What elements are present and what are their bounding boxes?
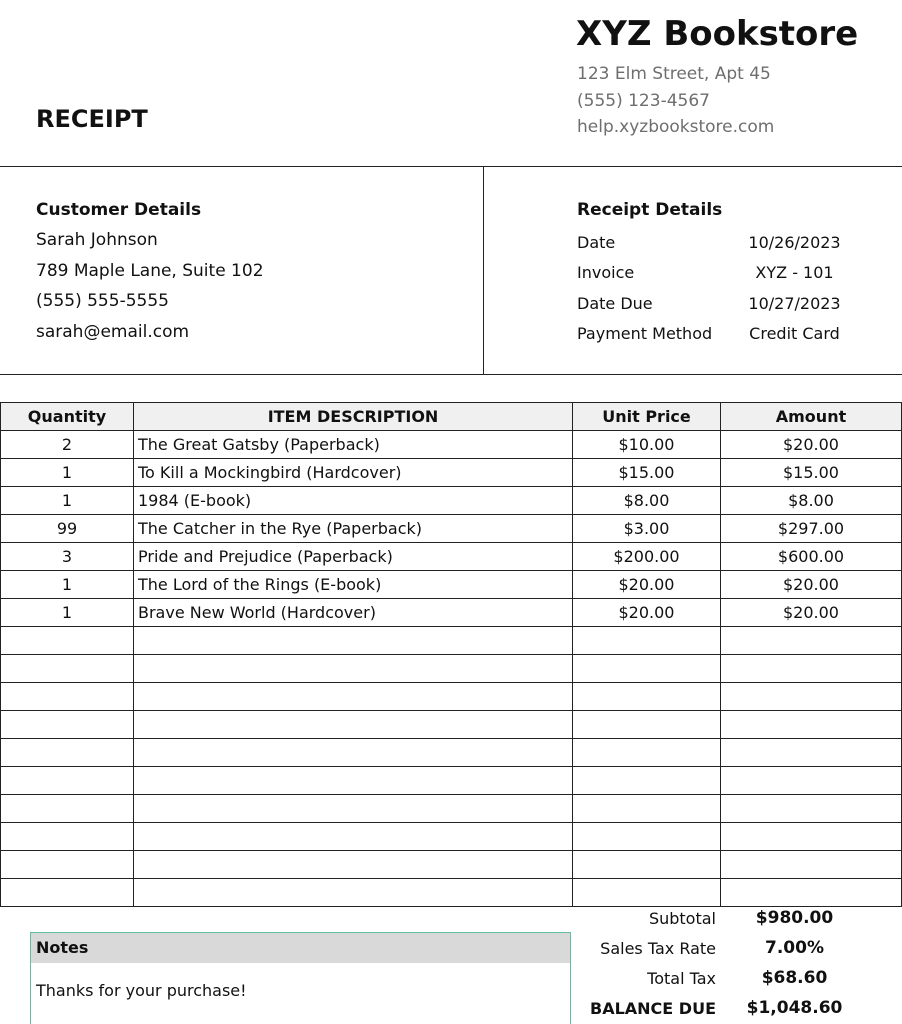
empty-cell (721, 879, 902, 907)
empty-cell (1, 823, 134, 851)
empty-cell (573, 711, 721, 739)
empty-cell (1, 739, 134, 767)
empty-table-row (1, 879, 902, 907)
divider-top (0, 166, 902, 167)
receipt-invoice-value: XYZ - 101 (755, 263, 834, 282)
cell-unit-price: $10.00 (573, 431, 721, 459)
empty-cell (1, 655, 134, 683)
cell-unit-price: $200.00 (573, 543, 721, 571)
empty-cell (721, 683, 902, 711)
empty-cell (721, 767, 902, 795)
empty-cell (721, 851, 902, 879)
table-row (1, 571, 902, 599)
table-row (1, 431, 902, 459)
receipt-title: RECEIPT (36, 105, 148, 133)
column-header-quantity: Quantity (1, 403, 134, 431)
subtotal-label: Subtotal (648, 909, 716, 928)
cell-quantity: 3 (1, 543, 134, 571)
empty-table-row (1, 851, 902, 879)
table-row (1, 487, 902, 515)
cell-quantity: 1 (1, 487, 134, 515)
cell-description: The Great Gatsby (Paperback) (134, 431, 573, 459)
empty-cell (134, 879, 573, 907)
empty-table-row (1, 655, 902, 683)
total-tax-value: $68.60 (761, 968, 828, 988)
empty-cell (134, 627, 573, 655)
table-row (1, 459, 902, 487)
cell-amount: $20.00 (721, 431, 902, 459)
store-phone: (555) 123-4567 (577, 91, 710, 111)
notes-heading: Notes (31, 933, 570, 963)
cell-unit-price: $20.00 (573, 571, 721, 599)
empty-cell (573, 627, 721, 655)
subtotal-value: $980.00 (755, 908, 834, 928)
empty-cell (134, 711, 573, 739)
empty-cell (573, 879, 721, 907)
empty-table-row (1, 795, 902, 823)
customer-phone: (555) 555-5555 (36, 291, 169, 311)
column-header-description: ITEM DESCRIPTION (134, 403, 573, 431)
empty-table-row (1, 711, 902, 739)
cell-description: Pride and Prejudice (Paperback) (134, 543, 573, 571)
empty-cell (134, 683, 573, 711)
cell-unit-price: $15.00 (573, 459, 721, 487)
receipt-date-due-value: 10/27/2023 (748, 294, 841, 313)
column-header-amount: Amount (721, 403, 902, 431)
customer-name: Sarah Johnson (36, 230, 158, 250)
empty-cell (134, 655, 573, 683)
balance-due-value: $1,048.60 (746, 998, 843, 1018)
customer-email: sarah@email.com (36, 322, 190, 342)
receipt-date-due-label: Date Due (577, 294, 653, 313)
empty-table-row (1, 739, 902, 767)
cell-unit-price: $8.00 (573, 487, 721, 515)
divider-vertical (483, 166, 484, 375)
cell-quantity: 2 (1, 431, 134, 459)
divider-middle (0, 374, 902, 375)
empty-cell (1, 879, 134, 907)
empty-table-row (1, 767, 902, 795)
empty-cell (721, 711, 902, 739)
empty-cell (1, 683, 134, 711)
sales-tax-rate-label: Sales Tax Rate (600, 939, 716, 958)
customer-address: 789 Maple Lane, Suite 102 (36, 261, 264, 281)
cell-description: The Lord of the Rings (E-book) (134, 571, 573, 599)
notes-text: Thanks for your purchase! (36, 981, 247, 1000)
empty-cell (1, 767, 134, 795)
balance-due-label: BALANCE DUE (590, 999, 716, 1018)
cell-amount: $20.00 (721, 599, 902, 627)
receipt-invoice-label: Invoice (577, 263, 635, 282)
items-body (1, 431, 902, 907)
customer-details-heading: Customer Details (36, 200, 202, 220)
empty-cell (573, 767, 721, 795)
empty-table-row (1, 683, 902, 711)
cell-quantity: 1 (1, 571, 134, 599)
cell-amount: $20.00 (721, 571, 902, 599)
cell-quantity: 1 (1, 599, 134, 627)
sales-tax-rate-value: 7.00% (765, 938, 824, 958)
empty-cell (1, 711, 134, 739)
empty-cell (134, 739, 573, 767)
receipt-payment-label: Payment Method (577, 324, 713, 343)
table-row (1, 543, 902, 571)
empty-cell (134, 823, 573, 851)
empty-cell (721, 795, 902, 823)
empty-cell (134, 851, 573, 879)
receipt-date-label: Date (577, 233, 616, 252)
cell-amount: $600.00 (721, 543, 902, 571)
store-name: XYZ Bookstore (576, 14, 859, 54)
store-address: 123 Elm Street, Apt 45 (577, 64, 771, 84)
empty-cell (134, 795, 573, 823)
items-table (0, 402, 902, 907)
empty-cell (721, 627, 902, 655)
empty-cell (573, 683, 721, 711)
empty-cell (573, 851, 721, 879)
cell-description: The Catcher in the Rye (Paperback) (134, 515, 573, 543)
empty-cell (1, 795, 134, 823)
cell-amount: $297.00 (721, 515, 902, 543)
empty-cell (573, 655, 721, 683)
empty-cell (1, 851, 134, 879)
cell-amount: $8.00 (721, 487, 902, 515)
notes-box (30, 932, 571, 1024)
table-row (1, 599, 902, 627)
empty-cell (573, 823, 721, 851)
cell-quantity: 1 (1, 459, 134, 487)
empty-cell (721, 739, 902, 767)
store-website: help.xyzbookstore.com (577, 117, 775, 137)
empty-cell (573, 739, 721, 767)
cell-description: Brave New World (Hardcover) (134, 599, 573, 627)
cell-quantity: 99 (1, 515, 134, 543)
empty-cell (1, 627, 134, 655)
cell-description: To Kill a Mockingbird (Hardcover) (134, 459, 573, 487)
receipt-payment-value: Credit Card (749, 324, 840, 343)
total-tax-label: Total Tax (647, 969, 716, 988)
empty-cell (721, 823, 902, 851)
cell-unit-price: $20.00 (573, 599, 721, 627)
table-header-row (1, 403, 902, 431)
empty-cell (721, 655, 902, 683)
cell-description: 1984 (E-book) (134, 487, 573, 515)
receipt-details-heading: Receipt Details (577, 200, 723, 220)
cell-unit-price: $3.00 (573, 515, 721, 543)
table-row (1, 515, 902, 543)
empty-cell (573, 795, 721, 823)
column-header-unit-price: Unit Price (573, 403, 721, 431)
empty-table-row (1, 627, 902, 655)
empty-table-row (1, 823, 902, 851)
receipt-date-value: 10/26/2023 (748, 233, 841, 252)
empty-cell (134, 767, 573, 795)
cell-amount: $15.00 (721, 459, 902, 487)
